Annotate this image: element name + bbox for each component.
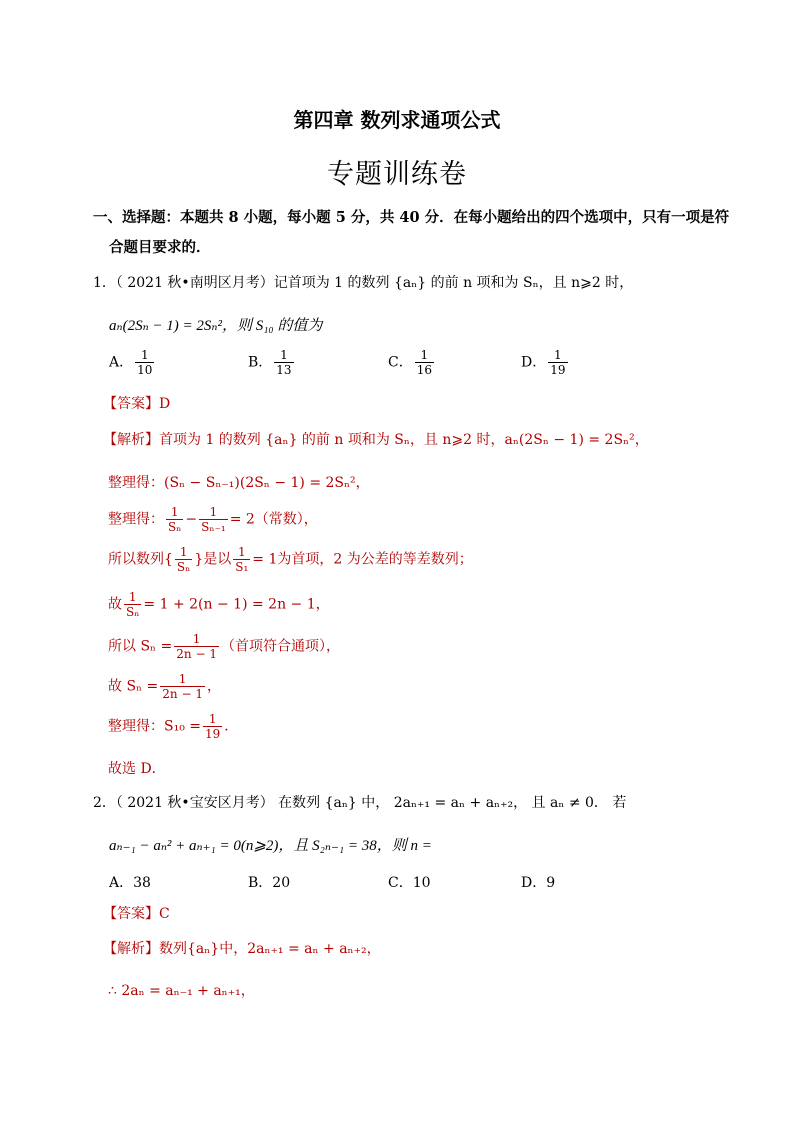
q2-option-d-label: D．	[521, 875, 547, 891]
q1-analysis-line2: 整理得：(Sₙ − Sₙ₋₁)(2Sₙ − 1) = 2Sₙ²，	[108, 475, 370, 491]
q1-analysis-line4-prefix: 所以数列{	[108, 551, 173, 568]
q1-option-c-label: C．	[388, 354, 413, 371]
q1-analysis-line4-mid: }是以	[194, 551, 232, 568]
frac-denominator: Sₙ	[168, 520, 182, 534]
frac-denominator: 19	[205, 727, 221, 741]
q1-analysis-line8-prefix: 整理得：S₁₀ =	[108, 718, 201, 735]
q1-analysis-line4-suffix: = 1为首项，2 为公差的等差数列；	[252, 551, 473, 568]
frac-denominator: Sₙ	[126, 605, 140, 619]
q2-analysis-line2: ∴ 2aₙ = aₙ₋₁ + aₙ₊₁，	[108, 983, 255, 999]
q1-analysis-line7	[108, 672, 221, 701]
q1-option-d-den: 19	[550, 363, 566, 377]
q2-option-a	[109, 872, 151, 892]
frac-numerator: 1	[203, 712, 222, 727]
q2-option-d	[521, 872, 555, 892]
frac-numerator: 1	[233, 545, 250, 560]
q1-option-b-num: 1	[274, 348, 293, 363]
frac-denominator: Sₙ₋₁	[201, 520, 226, 534]
q1-option-c	[388, 348, 436, 377]
q1-option-a-den: 10	[137, 363, 153, 377]
q1-analysis-line6-prefix: 所以 Sₙ =	[108, 638, 173, 655]
frac-numerator: 1	[166, 505, 183, 520]
q1-analysis-line3-suffix: = 2（常数），	[229, 511, 318, 528]
q2-analysis-line1: 【解析】数列{aₙ}中，2aₙ₊₁ = aₙ + aₙ₊₂，	[103, 941, 381, 957]
q1-analysis-line1: 【解析】首项为 1 的数列 {aₙ} 的前 n 项和为 Sₙ，且 n⩾2 时，aₙ(2Sₙ − 1) = 2Sₙ²，	[103, 432, 649, 448]
q1-analysis-line5-prefix: 故	[108, 596, 122, 613]
page-subtitle: 专题训练卷	[327, 159, 467, 190]
q1-analysis-line4	[108, 545, 473, 574]
q1-analysis-line3-prefix: 整理得：	[108, 511, 164, 528]
frac-numerator: 1	[124, 590, 141, 605]
q1-option-b	[248, 348, 296, 377]
q1-analysis-line7-suffix: ，	[206, 678, 221, 695]
q1-analysis-line6-suffix: （首项符合通项），	[220, 638, 340, 655]
q2-answer: 【答案】C	[103, 906, 170, 922]
q1-option-d-num: 1	[548, 348, 567, 363]
q1-option-c-den: 16	[416, 363, 432, 377]
q1-option-a-num: 1	[135, 348, 154, 363]
q2-option-d-value: 9	[546, 875, 556, 891]
q1-stem-line2: aₙ(2Sₙ − 1) = 2Sₙ²，则 S₁₀ 的值为	[109, 318, 323, 334]
q2-stem-line2: aₙ₋₁ − aₙ² + aₙ₊₁ = 0(n⩾2)，且 S₂ₙ₋₁ = 38，则 n =	[109, 838, 432, 854]
frac-denominator: 2n − 1	[176, 647, 217, 661]
frac-numerator: 1	[175, 545, 192, 560]
q1-analysis-line7-prefix: 故 Sₙ =	[108, 678, 159, 695]
q1-analysis-line8-suffix: ．	[224, 718, 239, 735]
q1-analysis-line9: 故选 D．	[108, 761, 166, 777]
q2-option-a-label: A．	[109, 875, 134, 891]
section-heading-line1: 一、选择题：本题共 8 小题，每小题 5 分，共 40 分．在每小题给出的四个选项中，只有一项是符	[93, 209, 730, 226]
q1-stem-line1: 1．（ 2021 秋•南明区月考）记首项为 1 的数列 {aₙ} 的前 n 项和为 Sₙ，且 n⩾2 时，	[93, 275, 634, 291]
chapter-title: 第四章 数列求通项公式	[293, 108, 501, 132]
minus-sign: −	[185, 511, 198, 528]
q1-analysis-line8	[108, 712, 238, 741]
q2-stem-line1: 2．（ 2021 秋•宝安区月考） 在数列 {aₙ} 中， 2aₙ₊₁ = aₙ + aₙ₊₂， 且 aₙ ≠ 0． 若	[93, 795, 627, 811]
q2-option-c-label: C．	[388, 875, 413, 891]
q1-answer: 【答案】D	[103, 396, 171, 412]
q1-option-d-label: D．	[521, 354, 547, 371]
q1-analysis-line5	[108, 590, 330, 619]
section-heading-line2: 合题目要求的．	[109, 239, 211, 256]
q1-analysis-line5-suffix: = 1 + 2(n − 1) = 2n − 1，	[143, 596, 330, 613]
q1-option-d	[521, 348, 570, 377]
q1-option-c-num: 1	[415, 348, 434, 363]
frac-denominator: S₁	[235, 560, 249, 574]
q1-option-b-den: 13	[276, 363, 292, 377]
q1-option-a-label: A．	[109, 354, 134, 371]
q2-option-b	[248, 872, 290, 892]
frac-numerator: 1	[199, 505, 228, 520]
q1-analysis-line3	[108, 505, 318, 534]
q2-option-b-label: B．	[248, 875, 273, 891]
q2-option-a-value: 38	[133, 875, 151, 891]
q2-option-c-value: 10	[412, 875, 431, 891]
frac-numerator: 1	[160, 672, 205, 687]
q2-option-b-value: 20	[272, 875, 291, 891]
frac-numerator: 1	[174, 632, 219, 647]
q2-option-c	[388, 872, 431, 892]
q1-option-b-label: B．	[248, 354, 273, 371]
q1-option-a	[109, 348, 156, 377]
frac-denominator: 2n − 1	[162, 687, 203, 701]
q1-analysis-line6	[108, 632, 340, 661]
frac-denominator: Sₙ	[176, 560, 191, 574]
